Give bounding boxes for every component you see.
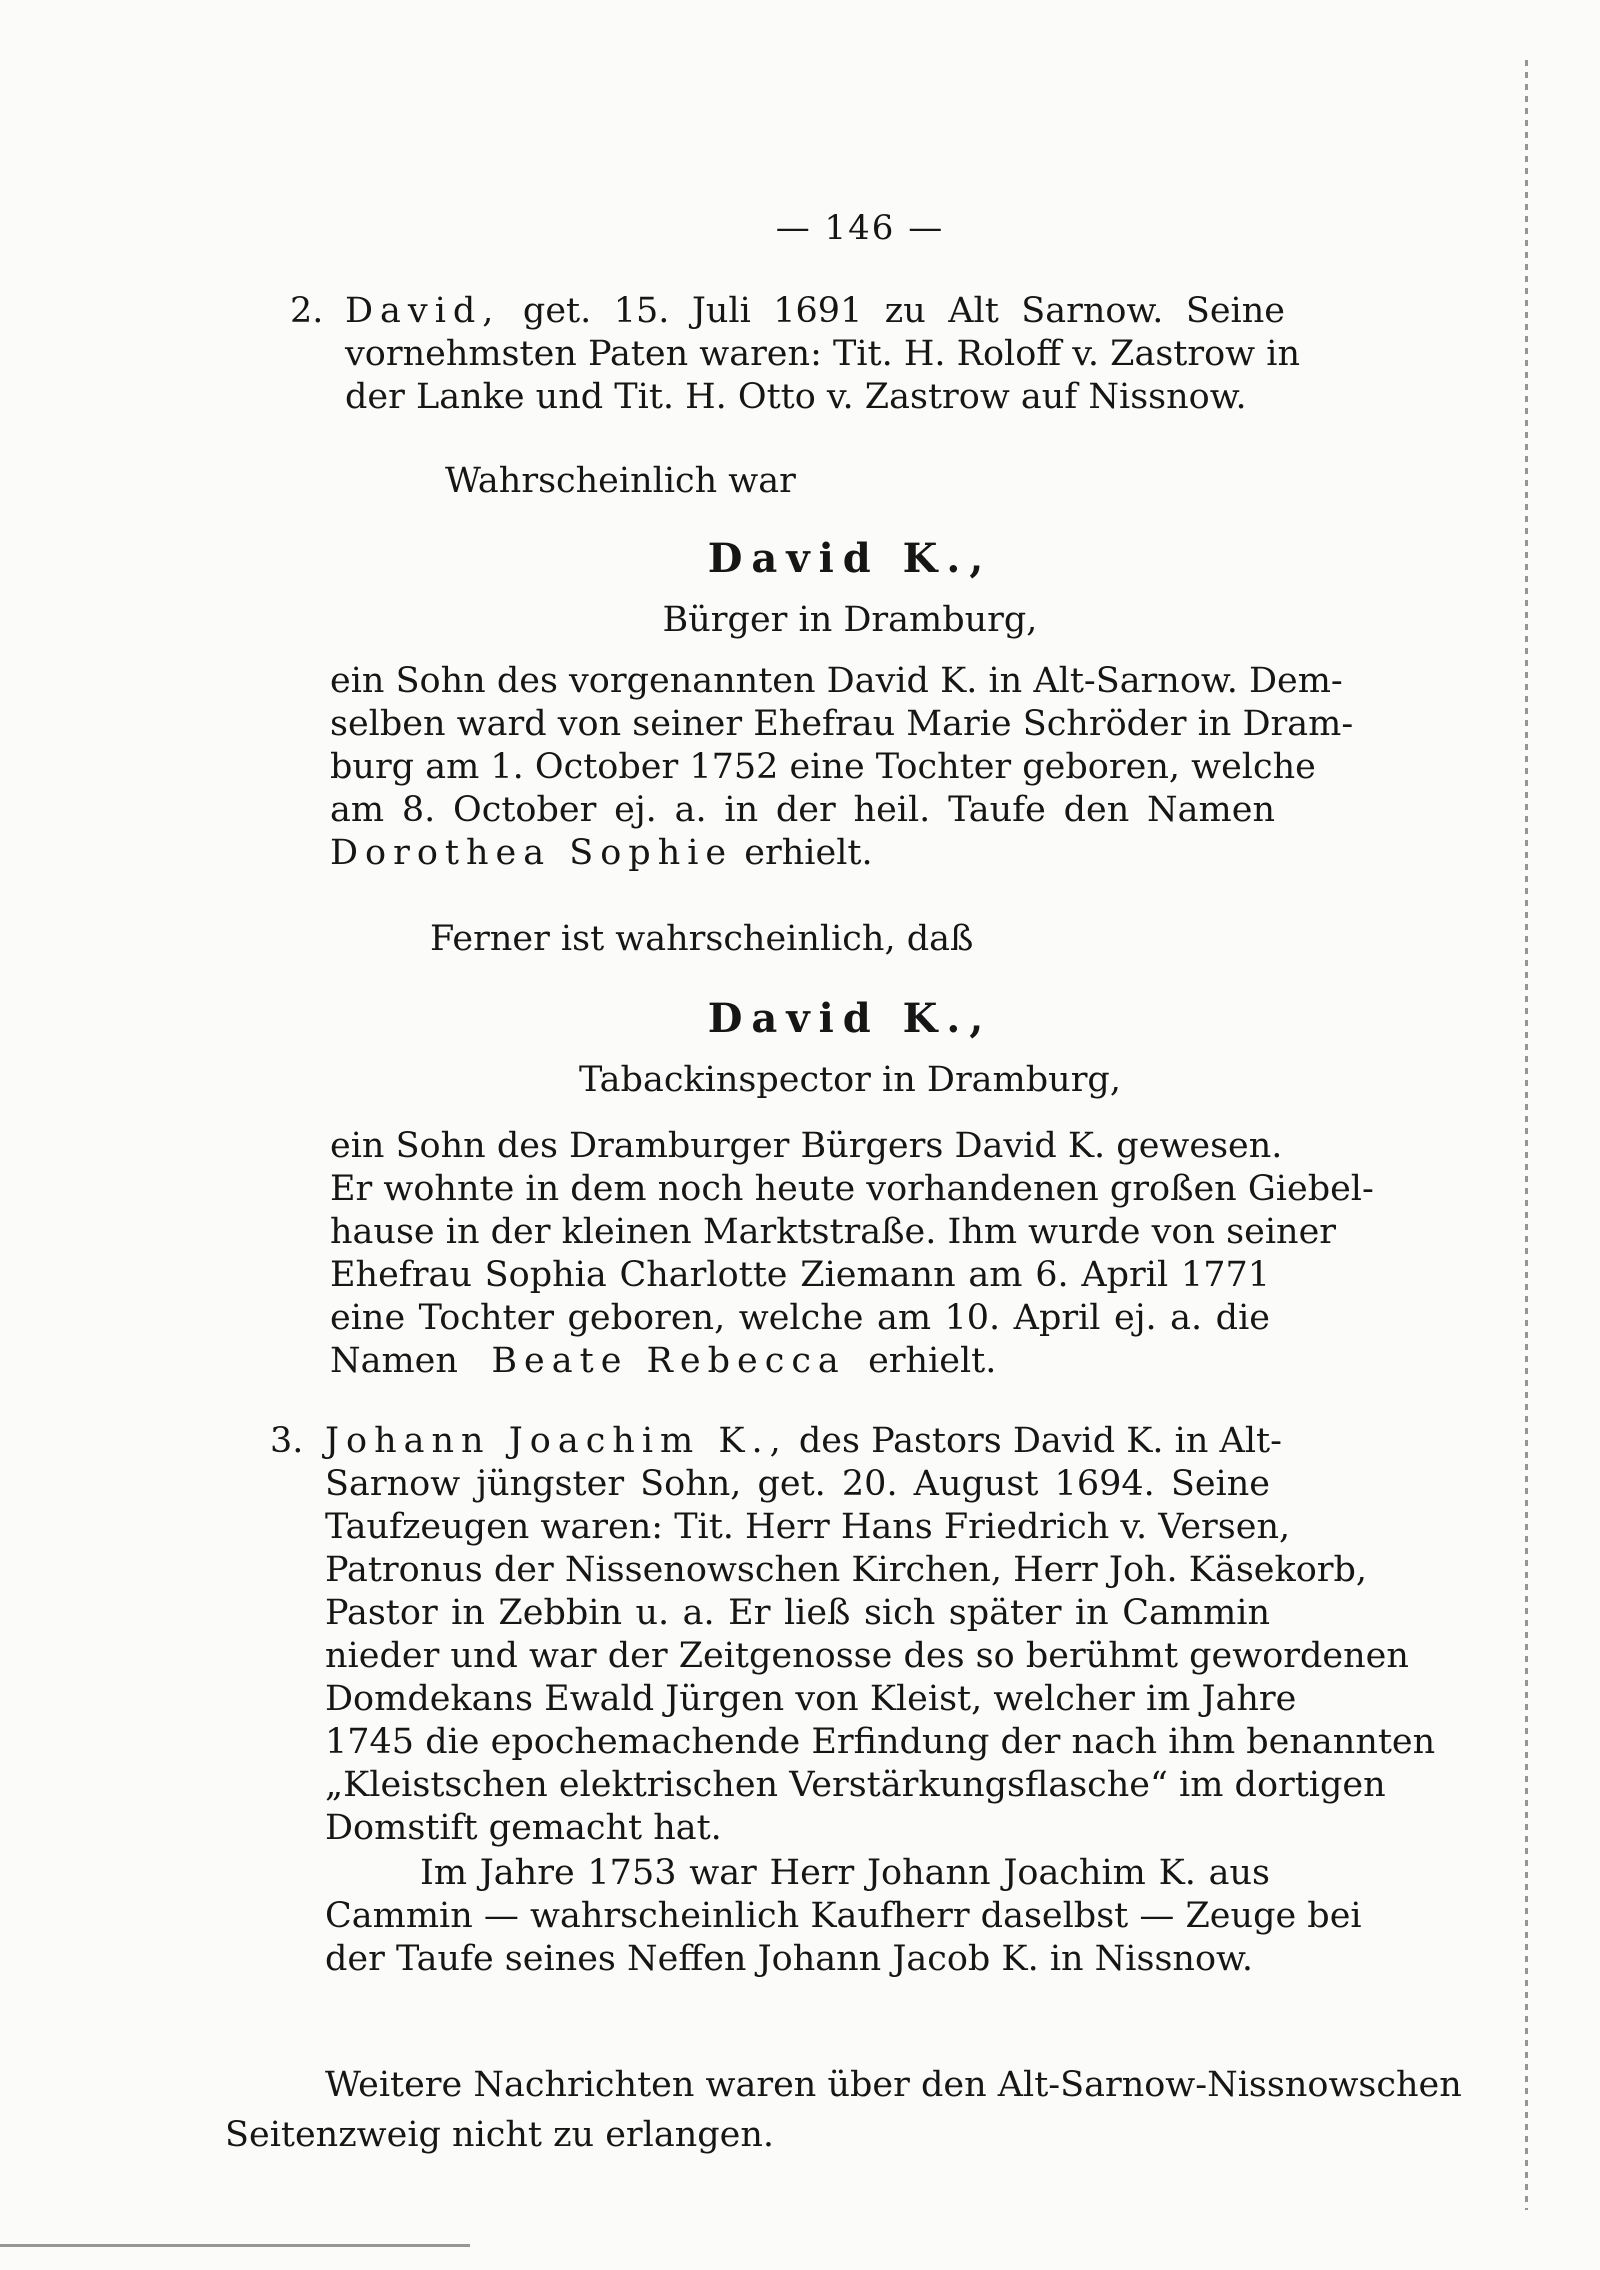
subheading-inspector: Tabackinspector in Dramburg, — [579, 1060, 1121, 1100]
person-name: David, — [345, 291, 501, 331]
text-line: nieder und war der Zeitgenosse des so berühmt gewordenen — [325, 1636, 1409, 1676]
heading-david-buerger: David K., — [707, 535, 993, 582]
text-line: Pastor in Zebbin u. a. Er ließ sich später in Cammin — [325, 1593, 1270, 1633]
heading-david-inspector: David K., — [707, 995, 993, 1042]
person-name: Johann Joachim K., — [325, 1421, 788, 1461]
scan-edge-bottom — [0, 2244, 470, 2247]
entry-number: 2. — [290, 291, 324, 331]
text-line: Ehefrau Sophia Charlotte Ziemann am 6. April 1771 — [330, 1255, 1270, 1295]
daughter-name: Dorothea Sophie — [330, 833, 734, 873]
subheading-buerger: Bürger in Dramburg, — [662, 600, 1038, 640]
text-line: Cammin — wahrscheinlich Kaufherr daselbst — Zeuge bei — [325, 1896, 1362, 1936]
paragraph-further: Ferner ist wahrscheinlich, daß — [430, 919, 974, 959]
text-line: ein Sohn des Dramburger Bürgers David K. gewesen. — [330, 1126, 1283, 1166]
text-line: burg am 1. October 1752 eine Tochter geboren, welche — [330, 747, 1316, 787]
entry-3 — [325, 1420, 1436, 1850]
text-line: Domstift gemacht hat. — [325, 1808, 722, 1848]
text-line: Im Jahre 1753 war Herr Johann Joachim K. aus — [420, 1853, 1270, 1893]
text-line: „Kleistschen elektrischen Verstärkungsflasche“ im dortigen — [325, 1765, 1386, 1805]
david-buerger-paragraph — [330, 660, 1354, 875]
text-line: selben ward von seiner Ehefrau Marie Schröder in Dram- — [330, 704, 1354, 744]
text-line: hause in der kleinen Marktstraße. Ihm wurde von seiner — [330, 1212, 1337, 1252]
entry-2-line-1: David, get. 15. Juli 1691 zu Alt Sarnow. Seine — [345, 291, 1285, 331]
text-line: Er wohnte in dem noch heute vorhandenen großen Giebel- — [330, 1169, 1374, 1209]
entry-2-line-3: der Lanke und Tit. H. Otto v. Zastrow auf Nissnow. — [345, 377, 1247, 417]
text-line: 1745 die epochemachende Erfindung der nach ihm benannten — [325, 1722, 1436, 1762]
text-line: Taufzeugen waren: Tit. Herr Hans Friedrich v. Versen, — [325, 1507, 1291, 1547]
page-number: — 146 — — [775, 208, 945, 248]
text-line: Domdekans Ewald Jürgen von Kleist, welcher im Jahre — [325, 1679, 1297, 1719]
entry-2-line-2: vornehmsten Paten waren: Tit. H. Roloff v. Zastrow in — [345, 334, 1300, 374]
daughter-name: Beate Rebecca — [491, 1341, 846, 1381]
text-line: eine Tochter geboren, welche am 10. April ej. a. die — [330, 1298, 1270, 1338]
scan-edge-right — [1525, 60, 1528, 2210]
entry-2 — [345, 290, 1300, 419]
text-line: Weitere Nachrichten waren über den Alt-Sarnow-Nissnowschen — [325, 2065, 1462, 2105]
text-line: Patronus der Nissenowschen Kirchen, Herr Joh. Käsekorb, — [325, 1550, 1368, 1590]
paragraph-1753 — [325, 1852, 1362, 1981]
text-line: Dorothea Sophie erhielt. — [330, 833, 873, 873]
text-line: ein Sohn des vorgenannten David K. in Alt-Sarnow. Dem- — [330, 661, 1343, 701]
text-line: Sarnow jüngster Sohn, get. 20. August 1694. Seine — [325, 1464, 1270, 1504]
text-line: Namen Beate Rebecca erhielt. — [330, 1341, 997, 1381]
david-inspector-paragraph — [330, 1125, 1374, 1383]
closing-paragraph — [225, 2060, 1462, 2160]
entry-3-line-1: Johann Joachim K., des Pastors David K. in Alt- — [325, 1421, 1282, 1461]
paragraph-probably: Wahrscheinlich war — [445, 461, 796, 501]
entry-number: 3. — [270, 1421, 304, 1461]
text-line: Seitenzweig nicht zu erlangen. — [225, 2115, 775, 2155]
text-line: am 8. October ej. a. in der heil. Taufe den Namen — [330, 790, 1275, 830]
text-line: der Taufe seines Neffen Johann Jacob K. in Nissnow. — [325, 1939, 1253, 1979]
